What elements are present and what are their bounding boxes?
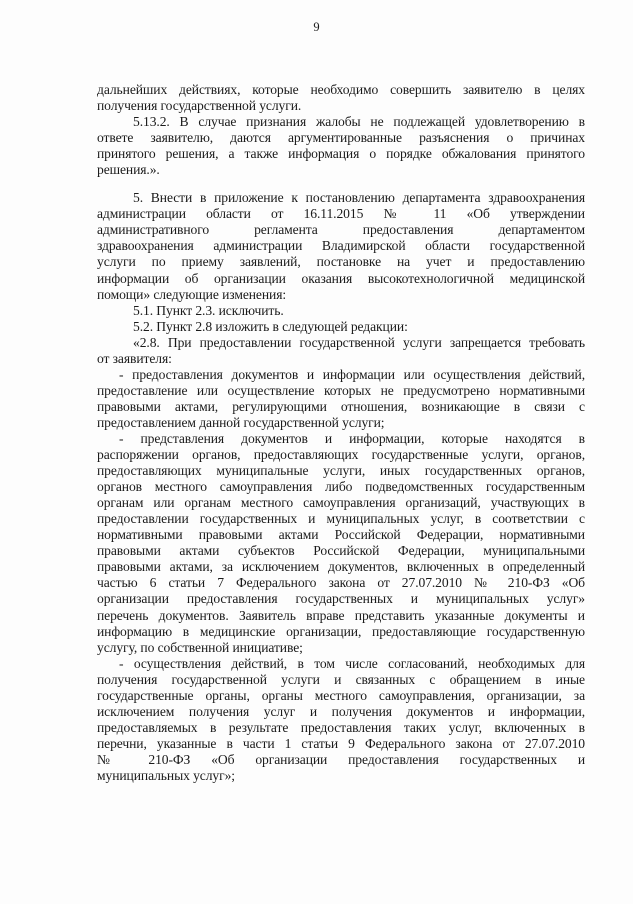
text-line: решения.».: [97, 162, 160, 178]
text-line: от заявителя:: [97, 350, 172, 366]
text-line: органам или органам местного самоуправления организаций, участвующих в: [97, 495, 585, 511]
text-line: муниципальных услуг»;: [97, 767, 235, 783]
page-number: 9: [313, 20, 320, 34]
text-line: правовыми актами, за исключением документов, включенных в определенный: [97, 559, 585, 575]
text-line: 5.1. Пункт 2.3. исключить.: [133, 302, 284, 318]
text-line: организации предоставления государственных и муниципальных услуг»: [97, 591, 585, 607]
text-line: услугу, по собственной инициативе;: [97, 639, 303, 655]
text-line: получения государственной услуги и связанных с обращением в иные: [97, 671, 585, 687]
paragraph-p5: [97, 190, 585, 302]
paragraph-p5132: [97, 114, 585, 178]
text-line: предоставляющих муниципальные услуги, иных государственных органов,: [97, 463, 585, 479]
text-line: услуги по приему заявлений, постановке на учет и предоставлению: [97, 254, 585, 270]
text-line: исключением получения услуг и получения документов и информации,: [97, 703, 585, 719]
text-line: - осуществления действий, в том числе согласований, необходимых для: [119, 655, 585, 671]
paragraph-item1: [97, 367, 585, 431]
text-line: 5.2. Пункт 2.8 изложить в следующей редакции:: [133, 318, 408, 334]
text-line: перечень документов. Заявитель вправе представить указанные документы и: [97, 607, 585, 623]
text-line: 5.13.2. В случае признания жалобы не подлежащей удовлетворению в: [133, 114, 585, 130]
text-line: № 210-ФЗ «Об организации предоставления государственных и: [97, 751, 585, 767]
text-line: - предоставления документов и информации или осуществления действий,: [119, 366, 585, 382]
paragraph-item2: [97, 431, 585, 656]
text-line: дальнейших действиях, которые необходимо совершить заявителю в целях: [97, 82, 585, 97]
paragraph-p51: [97, 303, 585, 319]
paragraph-cont: [97, 82, 585, 114]
text-line: предоставление или осуществление которых не предусмотрено нормативными: [97, 382, 585, 398]
text-line: частью 6 статьи 7 Федерального закона от 27.07.2010 № 210-ФЗ «Об: [97, 575, 585, 591]
text-line: государственные органы, органы местного самоуправления, организации, за: [97, 687, 585, 703]
text-line: получения государственной услуги.: [97, 98, 302, 114]
paragraph-p28: [97, 335, 585, 367]
paragraph-p52: [97, 319, 585, 335]
text-line: распоряжении органов, предоставляющих государственные услуги, органов,: [97, 447, 585, 463]
text-line: предоставлении государственных и муниципальных услуг, в соответствии с: [97, 511, 585, 527]
text-line: принятого решения, а также информация о порядке обжалования принятого: [97, 146, 585, 162]
text-line: органов местного самоуправления либо подведомственных государственным: [97, 479, 585, 495]
document-body: [97, 82, 585, 784]
text-line: «2.8. При предоставлении государственной услуги запрещается требовать: [133, 334, 585, 350]
text-line: информации об организации оказания высокотехнологичной медицинской: [97, 270, 585, 286]
text-line: административного регламента предоставления департаментом: [97, 222, 585, 238]
text-line: правовыми актами субъектов Российской Федерации, муниципальными: [97, 543, 585, 559]
text-line: предоставлением данной государственной услуги;: [97, 414, 385, 430]
text-line: администрации области от 16.11.2015 № 11 «Об утверждении: [97, 206, 585, 222]
text-line: информацию в медицинские организации, предоставляющие государственную: [97, 623, 585, 639]
text-line: нормативными правовыми актами Российской Федерации, нормативными: [97, 527, 585, 543]
text-line: - представления документов и информации, которые находятся в: [119, 430, 585, 446]
text-line: ответе заявителю, даются аргументированные разъяснения о причинах: [97, 130, 585, 146]
text-line: правовыми актами, регулирующими отношения, возникающие в связи с: [97, 398, 585, 414]
text-line: перечни, указанные в части 1 статьи 9 Федерального закона от 27.07.2010: [97, 735, 585, 751]
paragraph-gap: [97, 178, 585, 190]
paragraph-item3: [97, 656, 585, 784]
text-line: 5. Внести в приложение к постановлению департамента здравоохранения: [133, 190, 585, 206]
text-line: предоставляемых в результате предоставления таких услуг, включенных в: [97, 719, 585, 735]
text-line: помощи» следующие изменения:: [97, 286, 287, 302]
text-line: здравоохранения администрации Владимирской области государственной: [97, 238, 585, 254]
